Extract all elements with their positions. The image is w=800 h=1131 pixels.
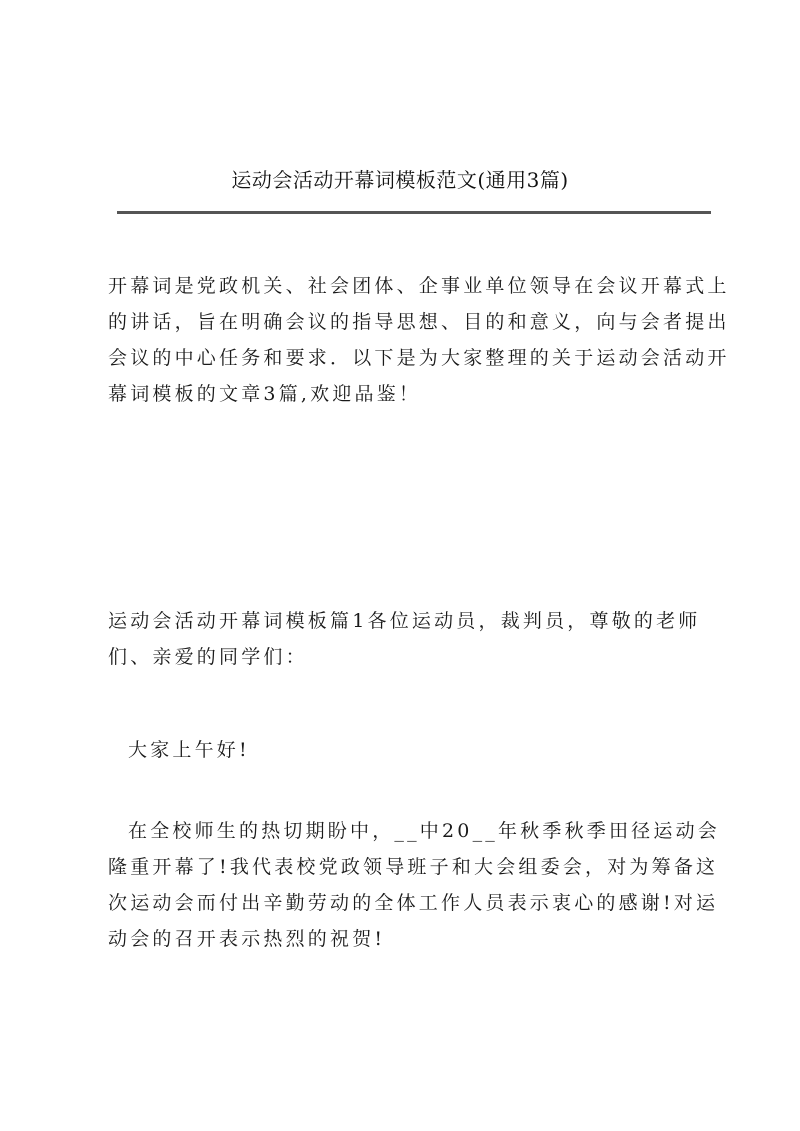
intro-line: 的讲话，旨在明确会议的指导思想、目的和意义，向与会者提出 [108, 311, 730, 333]
intro-paragraph [108, 268, 730, 412]
intro-line: 会议的中心任务和要求．以下是为大家整理的关于运动会活动开 [108, 347, 730, 369]
body-line: 次运动会而付出辛勤劳动的全体工作人员表示衷心的感谢!对运 [108, 892, 719, 914]
greeting-line: 大家上午好! [128, 739, 250, 761]
intro-line: 开幕词是党政机关、社会团体、企事业单位领导在会议开幕式上 [108, 275, 730, 297]
body-line: 动会的召开表示热烈的祝贺! [108, 928, 386, 950]
body-paragraph [108, 813, 720, 957]
intro-line: 幕词模板的文章3篇,欢迎品鉴！ [108, 383, 422, 405]
section-1-line: 们、亲爱的同学们： [108, 646, 308, 668]
body-line: 隆重开幕了!我代表校党政领导班子和大会组委会，对为筹备这 [108, 856, 719, 878]
document-title: 运动会活动开幕词模板范文(通用3篇) [231, 168, 569, 192]
body-line: 在全校师生的热切期盼中，__中20__年秋季秋季田径运动会 [128, 820, 720, 842]
title-underline [117, 211, 711, 214]
section-1-paragraph [108, 603, 708, 675]
section-1-line: 运动会活动开幕词模板篇1各位运动员，裁判员，尊敬的老师 [108, 610, 701, 632]
greeting-paragraph [108, 732, 708, 768]
